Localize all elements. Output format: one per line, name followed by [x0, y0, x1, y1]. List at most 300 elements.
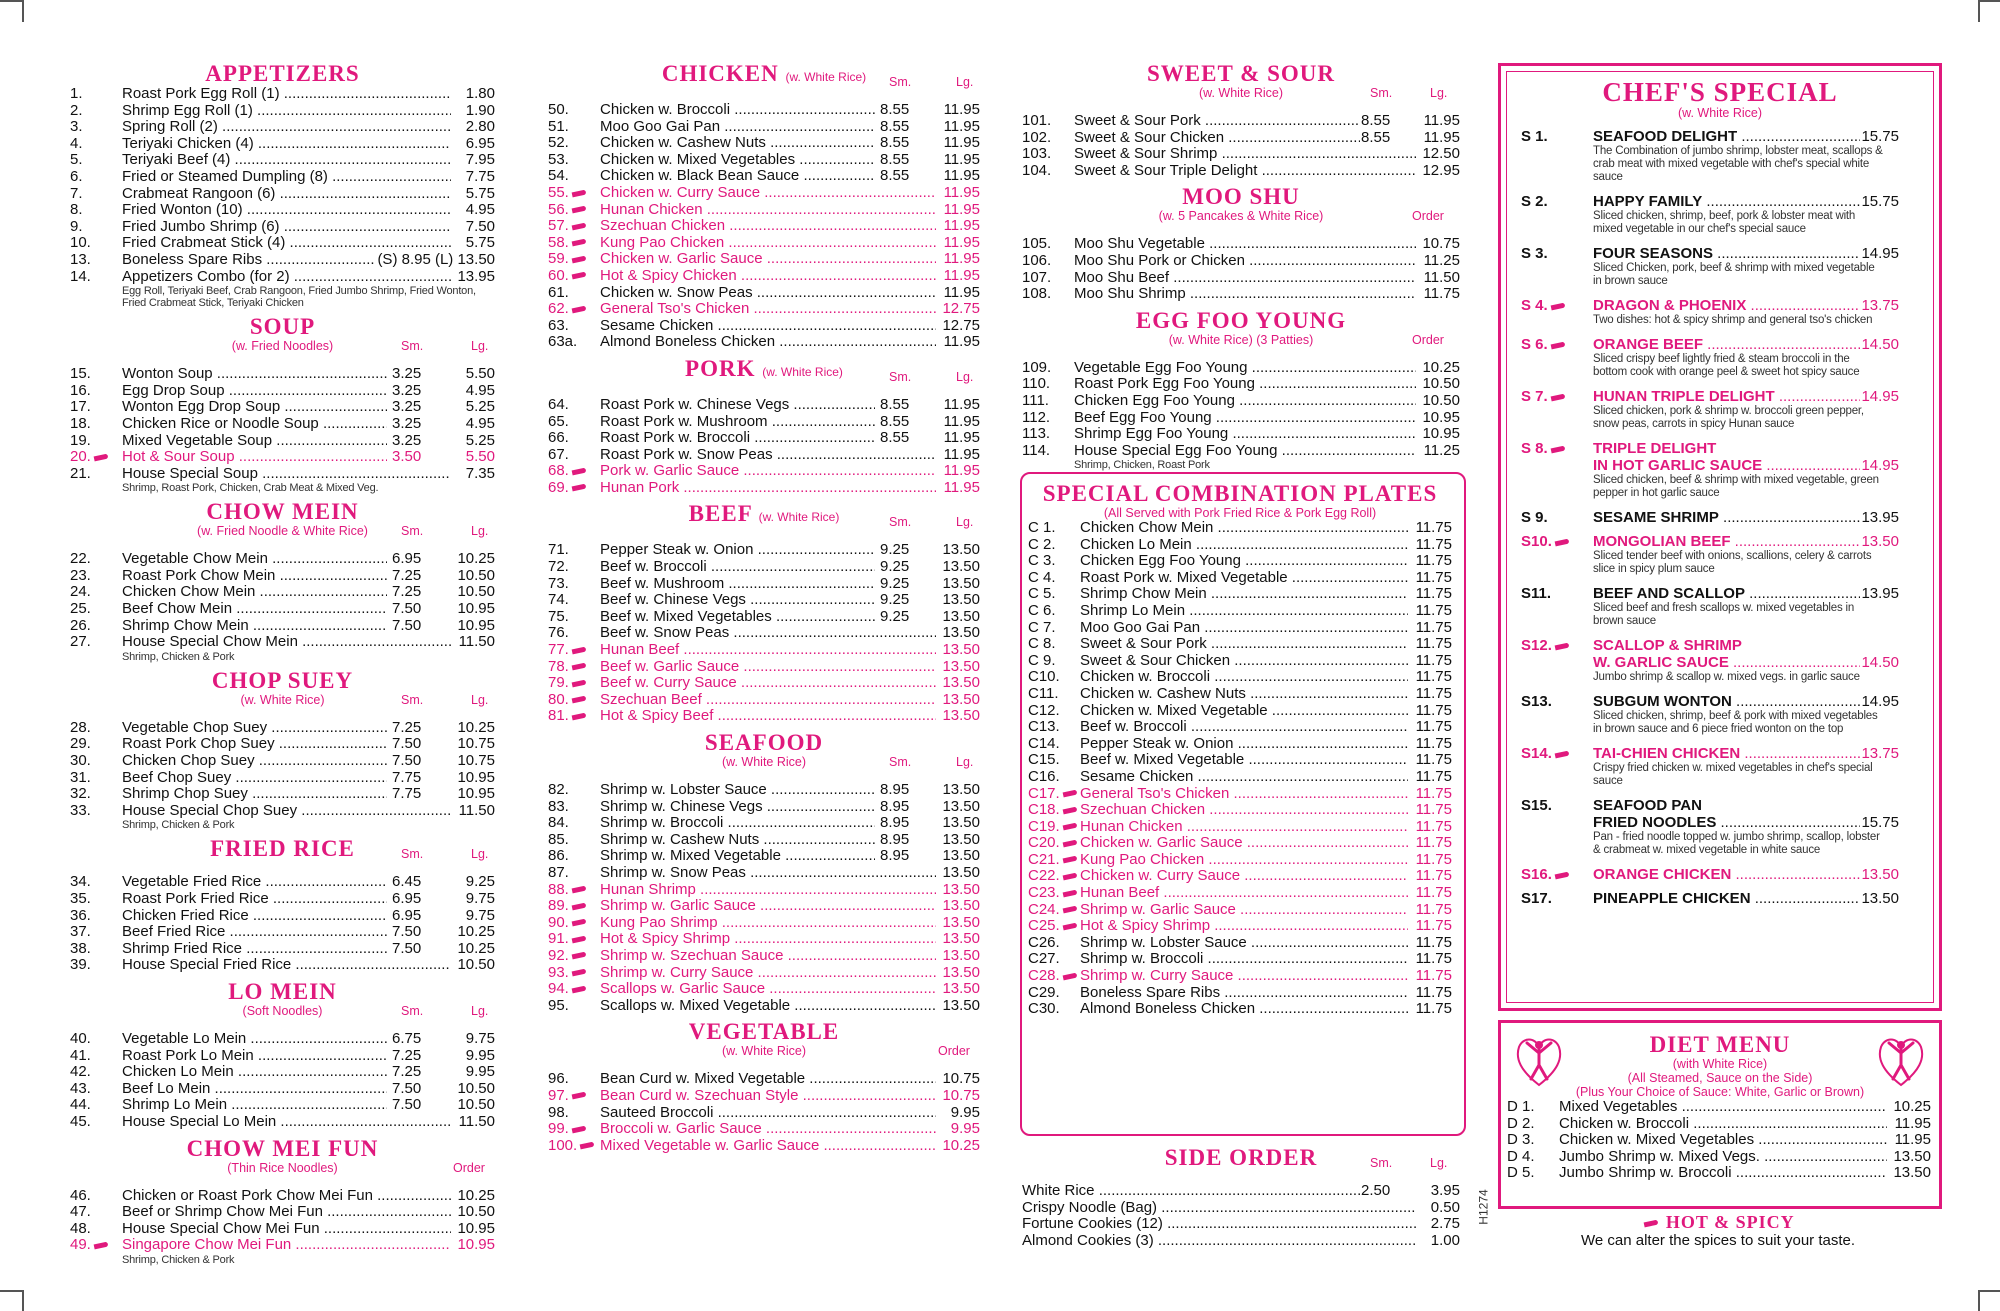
price: 11.50: [1423, 268, 1460, 286]
item-number: 9.: [70, 217, 83, 235]
price: 2.80: [465, 118, 495, 136]
price: 11.75: [1415, 718, 1452, 736]
price-small: 7.50: [391, 924, 495, 941]
section-title-text: CHOW MEI FUN: [186, 1135, 379, 1161]
chef-item-number: S 8.: [1521, 440, 1567, 457]
chili-pepper-icon: [1551, 394, 1567, 401]
item-number: C23.: [1028, 885, 1070, 902]
price-large: 11.95: [943, 412, 980, 430]
item-name: Moo Shu Shrimp .....: [1074, 286, 1416, 303]
section-note: Shrimp, Chicken & Pork: [122, 1253, 235, 1266]
price-large: 4.95: [465, 414, 495, 432]
section-title-text: SWEET & SOUR: [1147, 61, 1335, 86]
section-title-text: APPETIZERS: [205, 61, 360, 86]
size-small-header: Sm.: [401, 847, 424, 862]
diet-item-number: D 4.: [1507, 1147, 1535, 1165]
item-name: Roast Pork w. Snow Peas .....: [600, 447, 936, 464]
menu-item-row: [70, 1237, 495, 1254]
price-small: 8.55: [879, 414, 980, 431]
menu-item-row: [1022, 410, 1460, 427]
chili-pepper-icon: [572, 969, 588, 976]
menu-item-row: [548, 965, 980, 982]
item-name: Moo Goo Gai Pan .....: [600, 119, 875, 136]
chef-item-price: 13.50: [1861, 533, 1899, 550]
item-number: 67.: [548, 445, 569, 463]
chef-item-row: [1501, 585, 1939, 602]
menu-item-row: [548, 865, 980, 882]
size-small-header: Sm.: [1370, 1156, 1393, 1170]
price-large: 13.50: [942, 996, 980, 1014]
item-name: House Special Lo Mein .....: [122, 1114, 451, 1131]
section-title: [1022, 1146, 1460, 1170]
section-title: [1022, 62, 1460, 86]
menu-item-row: [548, 815, 980, 832]
price-large: 13.50: [942, 946, 980, 964]
item-number: 104.: [1022, 161, 1052, 179]
item-name: Beef or Shrimp Chow Mei Fun .....: [122, 1204, 451, 1221]
price-small: 7.75: [391, 770, 495, 787]
hot-spicy-legend: [1498, 1210, 1938, 1249]
price: 11.75: [1415, 701, 1452, 719]
chili-pepper-icon: [572, 239, 588, 246]
section-seafood: [548, 731, 980, 1014]
price-small: 2.50: [1360, 1183, 1460, 1200]
item-name: Hunan Beef .....: [1080, 885, 1408, 902]
item-name: Scallops w. Mixed Vegetable .....: [600, 998, 936, 1015]
menu-item-row: [548, 882, 980, 899]
price-large: 11.95: [943, 117, 980, 135]
price-large: 10.50: [457, 1096, 495, 1114]
price: 11.75: [1415, 635, 1452, 653]
item-number: 28.: [70, 718, 91, 736]
item-number: 75.: [548, 607, 569, 625]
item-name: Shrimp w. Curry Sauce .....: [600, 965, 936, 982]
chef-item-name: HUNAN TRIPLE DELIGHT .....: [1593, 388, 1899, 405]
chef-item-price: 15.75: [1861, 814, 1899, 831]
price: 10.95: [457, 1236, 495, 1254]
price-large: 12.75: [942, 316, 980, 334]
chef-item-row-cont: [1501, 814, 1939, 831]
section-note: Egg Roll, Teriyaki Beef, Crab Rangoon, Fried Jumbo Shrimp, Fried Wonton, Fried Crabmeat Stick, Teriyaki Chicken: [122, 285, 476, 310]
item-number: 45.: [70, 1112, 91, 1130]
item-name: Hot & Spicy Chicken .....: [600, 268, 936, 285]
item-name: House Special Soup .....: [122, 466, 451, 483]
item-number: 57.: [548, 218, 590, 235]
price: 11.75: [1415, 684, 1452, 702]
diet-item-name: Mixed Vegetables .....: [1559, 1099, 1887, 1116]
item-number: 85.: [548, 830, 569, 848]
menu-item-row: [70, 136, 495, 153]
item-name: Kung Pao Chicken .....: [600, 235, 936, 252]
chef-item-number: S13.: [1521, 693, 1552, 710]
section-subtitle: (w. White Rice) (3 Patties): [1168, 332, 1314, 347]
price: 11.75: [1415, 751, 1452, 769]
section-title: [1022, 185, 1460, 209]
section-title: [548, 1020, 980, 1044]
item-number: C18.: [1028, 802, 1070, 819]
chili-pepper-icon: [572, 647, 588, 654]
price: 11.75: [1415, 900, 1452, 918]
chili-pepper-icon: [572, 952, 588, 959]
item-name: Roast Pork w. Broccoli .....: [600, 430, 875, 447]
menu-item-row: [548, 397, 980, 414]
price-small: 8.55: [879, 102, 980, 119]
menu-item-row: [1022, 393, 1460, 410]
price: 11.75: [1415, 867, 1452, 885]
item-number: 8.: [70, 201, 83, 219]
order-header: Order: [1412, 332, 1444, 347]
item-name: Almond Boneless Chicken .....: [1080, 1001, 1408, 1018]
chef-item-number: S 1.: [1521, 128, 1548, 145]
price: 10.25: [942, 1136, 980, 1154]
section-title-text: SOUP: [249, 314, 316, 340]
price-large: 11.95: [943, 101, 980, 118]
price-large: 13.50: [942, 980, 980, 998]
item-number: 72.: [548, 558, 569, 576]
chef-item-name: SCALLOP & SHRIMP: [1593, 637, 1742, 654]
item-number: 62.: [548, 301, 590, 318]
price-large: 4.95: [465, 381, 495, 399]
item-number: C 7.: [1028, 618, 1056, 636]
item-name: Pepper Steak w. Onion .....: [1080, 736, 1408, 753]
item-number: 91.: [548, 931, 590, 948]
price-large: 11.95: [943, 333, 980, 351]
item-number: C28.: [1028, 968, 1070, 985]
price: 5.75: [465, 234, 495, 252]
menu-item-row: [1028, 752, 1452, 769]
section-note: Shrimp, Chicken & Pork: [122, 650, 235, 663]
menu-item-row: [548, 609, 980, 626]
item-number: 111.: [1022, 391, 1049, 409]
item-name: Shrimp Lo Mein .....: [122, 1097, 387, 1114]
item-name: Kung Pao Shrimp .....: [600, 915, 936, 932]
menu-item-row: [1022, 130, 1460, 147]
chef-item-row: [1501, 866, 1939, 883]
chili-pepper-icon: [1555, 539, 1571, 546]
menu-item-row: [1028, 769, 1452, 786]
price: 11.25: [1423, 441, 1460, 459]
menu-item-row: [1028, 868, 1452, 885]
item-name: Wonton Egg Drop Soup .....: [122, 399, 387, 416]
price-large: 5.25: [465, 398, 495, 416]
chefs-special-list: [1501, 128, 1939, 907]
price: 7.95: [465, 151, 495, 169]
price: 13.95: [457, 267, 495, 285]
price-small: 9.25: [879, 609, 980, 626]
item-name: Beef w. Broccoli .....: [600, 559, 875, 576]
price: 11.75: [1415, 767, 1452, 785]
price-small: 8.95: [879, 832, 980, 849]
item-name: Vegetable Lo Mein .....: [122, 1031, 387, 1048]
chef-item-number: S 6.: [1521, 336, 1567, 353]
price-large: 13.50: [942, 541, 980, 559]
menu-item-row: [548, 559, 980, 576]
menu-item-row: [548, 218, 980, 235]
item-name: Sesame Chicken .....: [600, 318, 936, 335]
menu-item-row: [1022, 1233, 1460, 1250]
item-number: 23.: [70, 566, 91, 584]
price: 11.75: [1415, 801, 1452, 819]
menu-item-row: [1022, 163, 1460, 180]
price-large: 9.95: [465, 1063, 495, 1081]
chef-item-row: [1501, 336, 1939, 353]
menu-item-row: [548, 480, 980, 497]
price-large: 13.50: [942, 814, 980, 832]
item-number: 50.: [548, 101, 569, 118]
price-large: 10.50: [457, 1079, 495, 1097]
section-beef: [548, 502, 980, 725]
section-chow-mei-fun: [70, 1137, 495, 1266]
chef-item-name: DRAGON & PHOENIX .....: [1593, 297, 1899, 314]
price-small: 7.50: [391, 736, 495, 753]
menu-item-row: [1022, 286, 1460, 303]
item-name: Hunan Chicken .....: [1080, 819, 1408, 836]
item-number: 35.: [70, 890, 91, 907]
size-small-header: Sm.: [401, 1003, 424, 1018]
item-name: Mixed Vegetable Soup .....: [122, 433, 387, 450]
price-large: 13.50: [942, 913, 980, 931]
chef-item-description: The Combination of jumbo shrimp, lobster meat, scallops & crab meat with mixed vegetable with chef's special white sauce: [1593, 145, 1883, 183]
chef-item-name: SESAME SHRIMP .....: [1593, 509, 1899, 526]
item-number: 43.: [70, 1079, 91, 1097]
menu-item-row: [548, 592, 980, 609]
menu-item-row: [1022, 236, 1460, 253]
menu-item-row: [548, 998, 980, 1015]
item-name: Boneless Spare Ribs .....: [1080, 985, 1408, 1002]
price: 6.95: [465, 134, 495, 152]
menu-item-row: [1028, 885, 1452, 902]
size-small-header: Sm.: [401, 524, 424, 539]
menu-item-row: [548, 301, 980, 318]
menu-item-row: [1028, 902, 1452, 919]
section-pork: [548, 357, 980, 497]
diet-menu-sub1: (with White Rice): [1672, 1057, 1768, 1071]
item-number: C24.: [1028, 902, 1070, 919]
diet-item-name: Chicken w. Mixed Vegetables .....: [1559, 1132, 1887, 1149]
menu-item-row: [70, 383, 495, 400]
price-large: 13.50: [942, 930, 980, 948]
item-number: 56.: [548, 202, 590, 219]
item-name: Beef w. Mixed Vegetable .....: [1080, 752, 1408, 769]
section-side-order: [1022, 1146, 1460, 1249]
price-large: 13.50: [942, 963, 980, 981]
item-name: Chicken Lo Mein .....: [1080, 537, 1408, 554]
chili-pepper-icon: [1555, 872, 1571, 879]
menu-item-row: [1028, 985, 1452, 1002]
price: 11.25: [1423, 251, 1460, 269]
price-large: 10.95: [457, 616, 495, 634]
menu-item-row: [70, 720, 495, 737]
section-title: [548, 62, 980, 89]
item-number: C 3.: [1028, 552, 1056, 570]
size-large-header: Lg.: [471, 692, 489, 707]
price-large: 9.75: [465, 890, 495, 907]
item-name: Beef Egg Foo Young .....: [1074, 410, 1416, 427]
item-name: House Special Chow Mei Fun .....: [122, 1221, 451, 1238]
item-name: Roast Pork Chop Suey .....: [122, 736, 387, 753]
chef-item-name-line2: W. GARLIC SAUCE .....: [1593, 654, 1899, 671]
price: 9.95: [950, 1120, 980, 1138]
chili-pepper-icon: [1063, 873, 1079, 880]
item-number: 20.: [70, 449, 112, 466]
item-number: 6.: [70, 167, 83, 185]
section-title-text: BEEF: [688, 501, 752, 527]
chef-item-price: 13.75: [1861, 297, 1899, 314]
chili-pepper-icon: [572, 272, 588, 279]
menu-item-row: [548, 135, 980, 152]
chili-pepper-icon: [1551, 303, 1567, 310]
item-name: Roast Pork w. Mushroom .....: [600, 414, 875, 431]
item-number: C29.: [1028, 983, 1060, 1001]
chef-item-price: 14.50: [1861, 654, 1899, 671]
item-number: 109.: [1022, 358, 1052, 376]
diet-item-row: [1507, 1165, 1931, 1182]
item-name: Beef w. Curry Sauce .....: [600, 675, 936, 692]
item-number: 108.: [1022, 285, 1052, 303]
item-name: Vegetable Chop Suey .....: [122, 720, 387, 737]
menu-item-row: [70, 1188, 495, 1205]
chili-pepper-icon: [94, 454, 110, 461]
price-large: 5.50: [465, 365, 495, 383]
section-title-text: CHICKEN: [661, 61, 779, 86]
chili-pepper-icon: [1551, 446, 1567, 453]
section-subtitle: (Soft Noodles): [242, 1003, 323, 1018]
item-name: Hot & Spicy Shrimp .....: [600, 931, 936, 948]
section-title: [548, 502, 980, 529]
item-number: 93.: [548, 965, 590, 982]
price-small: 6.45: [391, 874, 495, 891]
item-name: Shrimp w. Cashew Nuts .....: [600, 832, 875, 849]
chili-pepper-icon: [572, 680, 588, 687]
price-large: 13.50: [942, 781, 980, 798]
item-name: Chicken Fried Rice .....: [122, 908, 387, 925]
price-small: 6.95: [391, 891, 495, 908]
diet-item-price: 11.95: [1894, 1114, 1931, 1132]
size-large-header: Lg.: [471, 847, 489, 862]
chef-item-number: S12.: [1521, 637, 1571, 654]
item-name: Chicken w. Curry Sauce .....: [600, 185, 936, 202]
price: 11.75: [1415, 983, 1452, 1001]
item-name: Roast Pork w. Mixed Vegetable .....: [1080, 570, 1408, 587]
item-number: 29.: [70, 735, 91, 753]
price: 10.25: [1422, 358, 1460, 376]
price: 11.75: [1415, 834, 1452, 852]
item-number: 58.: [548, 235, 590, 252]
item-number: 106.: [1022, 251, 1052, 269]
chili-pepper-icon: [572, 919, 588, 926]
menu-item-row: [70, 235, 495, 252]
price-large: 3.95: [1430, 1182, 1460, 1199]
menu-item-row: [548, 447, 980, 464]
size-large-header: Lg.: [471, 1003, 489, 1018]
price-small: 3.25: [391, 433, 495, 450]
item-number: C 1.: [1028, 519, 1056, 536]
chef-item-price: 14.95: [1861, 693, 1899, 710]
item-name: Szechuan Chicken .....: [600, 218, 936, 235]
price-small: 8.55: [879, 430, 980, 447]
item-number: 46.: [70, 1186, 91, 1204]
menu-item-row: [548, 251, 980, 268]
price: 10.95: [457, 1219, 495, 1237]
crop-mark: [0, 0, 22, 2]
price-large: 10.95: [457, 600, 495, 618]
section-vegetable: [548, 1020, 980, 1154]
section-title: [70, 980, 495, 1004]
item-name: Vegetable Egg Foo Young .....: [1074, 360, 1416, 377]
chef-item-number: S16.: [1521, 866, 1571, 883]
item-name: Hunan Shrimp .....: [600, 882, 936, 899]
price-large: 13.50: [942, 830, 980, 848]
item-number: 16.: [70, 381, 91, 399]
item-name: Fried Crabmeat Stick (4) .....: [122, 235, 451, 252]
item-number: 100.: [548, 1138, 590, 1155]
price-large: 9.25: [465, 873, 495, 891]
price: 10.75: [1422, 235, 1460, 253]
size-large-header: Lg.: [1430, 1156, 1448, 1170]
item-number: 98.: [548, 1103, 569, 1121]
item-number: 68.: [548, 463, 590, 480]
item-name: Bean Curd w. Mixed Vegetable .....: [600, 1071, 936, 1088]
item-number: 63a.: [548, 333, 578, 351]
price-small: 8.55: [879, 168, 980, 185]
item-number: 74.: [548, 591, 569, 609]
menu-item-row: [548, 542, 980, 559]
menu-item-row: [1028, 520, 1452, 537]
diet-item-number: D 3.: [1507, 1131, 1535, 1149]
section-subtitle: (w. White Rice): [1198, 86, 1284, 100]
price-large: 13.50: [942, 863, 980, 881]
diet-item-number: D 5.: [1507, 1164, 1535, 1182]
chef-item-row: [1501, 693, 1939, 710]
menu-item-row: [70, 1048, 495, 1065]
price: 11.75: [1415, 784, 1452, 802]
hot-spicy-line: We can alter the spices to suit your taste.: [1580, 1232, 1856, 1249]
menu-item-row: [548, 659, 980, 676]
item-number: C 4.: [1028, 568, 1056, 586]
chef-item-number: S17.: [1521, 890, 1552, 907]
price: 11.75: [1415, 668, 1452, 686]
price-large: 10.75: [457, 735, 495, 753]
item-number: 3.: [70, 118, 83, 136]
item-number: 34.: [70, 873, 91, 891]
diet-item-price: 11.95: [1894, 1131, 1931, 1149]
menu-item-row: [1028, 918, 1452, 935]
section-egg-foo-young: [1022, 309, 1460, 472]
price-large: 10.50: [457, 566, 495, 584]
menu-item-row: [548, 799, 980, 816]
section-lo-mein: [70, 980, 495, 1131]
menu-item-row: [70, 568, 495, 585]
item-name: House Special Chow Mein .....: [122, 634, 451, 651]
order-header: Order: [1412, 209, 1444, 224]
menu-item-row: [548, 414, 980, 431]
menu-item-row: [70, 86, 495, 103]
item-number: 59.: [548, 251, 590, 268]
menu-item-row: [1028, 835, 1452, 852]
price-large: 13.50: [942, 897, 980, 915]
crop-mark: [1978, 0, 2000, 2]
menu-item-row: [1028, 736, 1452, 753]
section-combo: [1022, 474, 1464, 1018]
chef-item-description: Sliced Chicken, pork, beef & shrimp with mixed vegetable in brown sauce: [1593, 262, 1875, 287]
item-name: Sweet & Sour Pork .....: [1074, 113, 1362, 130]
item-name: Moo Shu Pork or Chicken .....: [1074, 253, 1416, 270]
item-name: Chicken w. Snow Peas .....: [600, 285, 936, 302]
diet-item-row: [1507, 1132, 1931, 1149]
diet-menu-box: [1498, 1020, 1942, 1209]
chef-item-name: SEAFOOD DELIGHT .....: [1593, 128, 1899, 145]
price-large: 13.50: [942, 607, 980, 625]
